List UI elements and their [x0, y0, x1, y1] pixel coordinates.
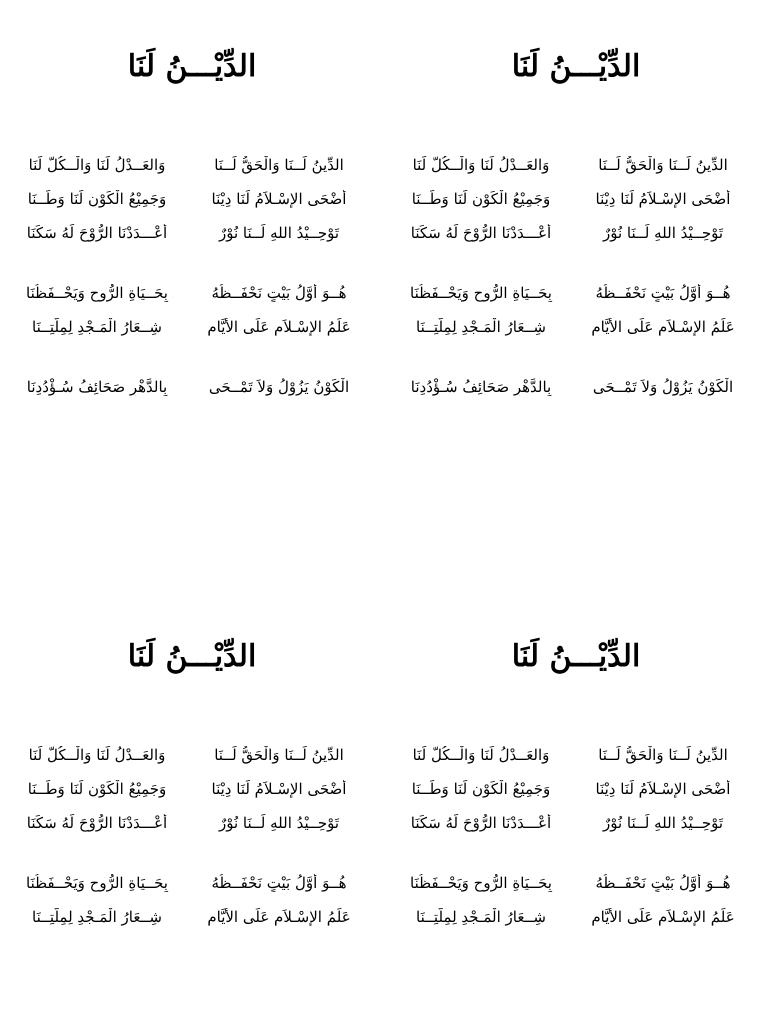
poem-card-bottom-right [384, 512, 768, 1024]
verse-second-half: شِــعَارُ الْمَـجْدِ لِمِلَّتِــنَا [416, 908, 546, 926]
verse-row [406, 866, 738, 900]
verse-second-half: وَجَمِيْعُ الْكَوْنِ لَنَا وَطَــنَا [411, 190, 551, 208]
verse-list [22, 148, 354, 404]
verse-first-half: أَضْحَى الإِسْـلاَمُ لَنَا دِيْنَا [595, 780, 731, 798]
verse-row [406, 900, 738, 934]
verse-second-half: وَالعَــدْلُ لَنَا وَالْــكُلُّ لَنَا [412, 156, 550, 174]
verse-second-half: وَجَمِيْعُ الْكَوْنِ لَنَا وَطَــنَا [27, 780, 167, 798]
verse-row [22, 310, 354, 344]
poem-card-top-right [384, 0, 768, 512]
verse-second-half: وَالعَــدْلُ لَنَا وَالْــكُلُّ لَنَا [28, 746, 166, 764]
verse-second-half: بِحَــيَاةِ الرُّوحِ وَيَحْــفَظُنَا [410, 284, 552, 302]
verse-first-half: هُــوَ أَوَّلُ بَيْتٍ نَحْفَــظُهُ [595, 284, 731, 302]
verse-row [22, 182, 354, 216]
verse-list [22, 738, 354, 934]
verse-row [22, 806, 354, 840]
verse-row [406, 216, 738, 250]
verse-row [406, 738, 738, 772]
verse-first-half: عَلَمُ الإِسْـلاَمِ عَلَى الأَيَّامِ [207, 318, 351, 336]
verse-second-half: شِــعَارُ الْمَـجْدِ لِمِلَّتِــنَا [32, 318, 162, 336]
verse-first-half: أَضْحَى الإِسْـلاَمُ لَنَا دِيْنَا [211, 780, 347, 798]
verse-first-half: تَوْحِــيْدُ اللهِ لَــنَا نُوْرٌ [602, 224, 724, 242]
verse-first-half: هُــوَ أَوَّلُ بَيْتٍ نَحْفَــظُهُ [211, 874, 347, 892]
verse-second-half: أَعْـــدَدْنَا الرُّوْحَ لَهُ سَكَنَا [410, 814, 552, 832]
verse-second-half: بِحَــيَاةِ الرُّوحِ وَيَحْــفَظُنَا [26, 874, 168, 892]
verse-first-half: تَوْحِــيْدُ اللهِ لَــنَا نُوْرٌ [218, 224, 340, 242]
verse-second-half: أَعْـــدَدْنَا الرُّوْحَ لَهُ سَكَنَا [26, 814, 168, 832]
verse-first-half: هُــوَ أَوَّلُ بَيْتٍ نَحْفَــظُهُ [595, 874, 731, 892]
poem-title: الدِّيْـــنُ لَنَا [127, 49, 257, 84]
verse-row [406, 276, 738, 310]
verse-first-half: الْكَوْنُ يَزُوْلُ وَلاَ تَمْــحَى [208, 378, 350, 396]
verse-first-half: عَلَمُ الإِسْـلاَمِ عَلَى الأَيَّامِ [591, 318, 735, 336]
verse-first-half: عَلَمُ الإِسْـلاَمِ عَلَى الأَيَّامِ [591, 908, 735, 926]
poem-title: الدِّيْـــنُ لَنَا [127, 639, 257, 674]
poem-card-top-left [0, 0, 384, 512]
verse-first-half: أَضْحَى الإِسْـلاَمُ لَنَا دِيْنَا [595, 190, 731, 208]
verse-row [22, 148, 354, 182]
verse-second-half: بِحَــيَاةِ الرُّوحِ وَيَحْــفَظُنَا [26, 284, 168, 302]
verse-row [406, 182, 738, 216]
verse-row [406, 772, 738, 806]
verse-row [406, 806, 738, 840]
verse-first-half: عَلَمُ الإِسْـلاَمِ عَلَى الأَيَّامِ [207, 908, 351, 926]
verse-second-half: شِــعَارُ الْمَـجْدِ لِمِلَّتِــنَا [32, 908, 162, 926]
verse-list [406, 738, 738, 934]
verse-row [406, 310, 738, 344]
verse-second-half: أَعْـــدَدْنَا الرُّوْحَ لَهُ سَكَنَا [26, 224, 168, 242]
verse-first-half: تَوْحِــيْدُ اللهِ لَــنَا نُوْرٌ [602, 814, 724, 832]
verse-first-half: الدِّينُ لَــنَا وَالْحَقُّ لَــنَا [214, 156, 344, 174]
verse-first-half: هُــوَ أَوَّلُ بَيْتٍ نَحْفَــظُهُ [211, 284, 347, 302]
verse-row [22, 900, 354, 934]
verse-second-half: بِحَــيَاةِ الرُّوحِ وَيَحْــفَظُنَا [410, 874, 552, 892]
verse-row [22, 866, 354, 900]
verse-first-half: الدِّينُ لَــنَا وَالْحَقُّ لَــنَا [214, 746, 344, 764]
verse-row [22, 216, 354, 250]
verse-row [22, 772, 354, 806]
verse-first-half: تَوْحِــيْدُ اللهِ لَــنَا نُوْرٌ [218, 814, 340, 832]
poem-card-bottom-left [0, 512, 384, 1024]
poem-title: الدِّيْـــنُ لَنَا [511, 639, 641, 674]
verse-first-half: الدِّينُ لَــنَا وَالْحَقُّ لَــنَا [598, 156, 728, 174]
verse-second-half: وَالعَــدْلُ لَنَا وَالْــكُلُّ لَنَا [28, 156, 166, 174]
verse-row [22, 738, 354, 772]
poem-title: الدِّيْـــنُ لَنَا [511, 49, 641, 84]
verse-second-half: بِالدَّهْرِ صَحَائِفُ سُـؤْدُدِنَا [26, 378, 168, 396]
verse-first-half: أَضْحَى الإِسْـلاَمُ لَنَا دِيْنَا [211, 190, 347, 208]
verse-first-half: الْكَوْنُ يَزُوْلُ وَلاَ تَمْــحَى [592, 378, 734, 396]
verse-row [406, 370, 738, 404]
verse-first-half: الدِّينُ لَــنَا وَالْحَقُّ لَــنَا [598, 746, 728, 764]
verse-second-half: بِالدَّهْرِ صَحَائِفُ سُـؤْدُدِنَا [410, 378, 552, 396]
verse-row [406, 148, 738, 182]
verse-second-half: شِــعَارُ الْمَـجْدِ لِمِلَّتِــنَا [416, 318, 546, 336]
verse-second-half: وَجَمِيْعُ الْكَوْنِ لَنَا وَطَــنَا [27, 190, 167, 208]
verse-list [406, 148, 738, 404]
verse-second-half: أَعْـــدَدْنَا الرُّوْحَ لَهُ سَكَنَا [410, 224, 552, 242]
verse-row [22, 276, 354, 310]
verse-second-half: وَالعَــدْلُ لَنَا وَالْــكُلُّ لَنَا [412, 746, 550, 764]
verse-row [22, 370, 354, 404]
verse-second-half: وَجَمِيْعُ الْكَوْنِ لَنَا وَطَــنَا [411, 780, 551, 798]
